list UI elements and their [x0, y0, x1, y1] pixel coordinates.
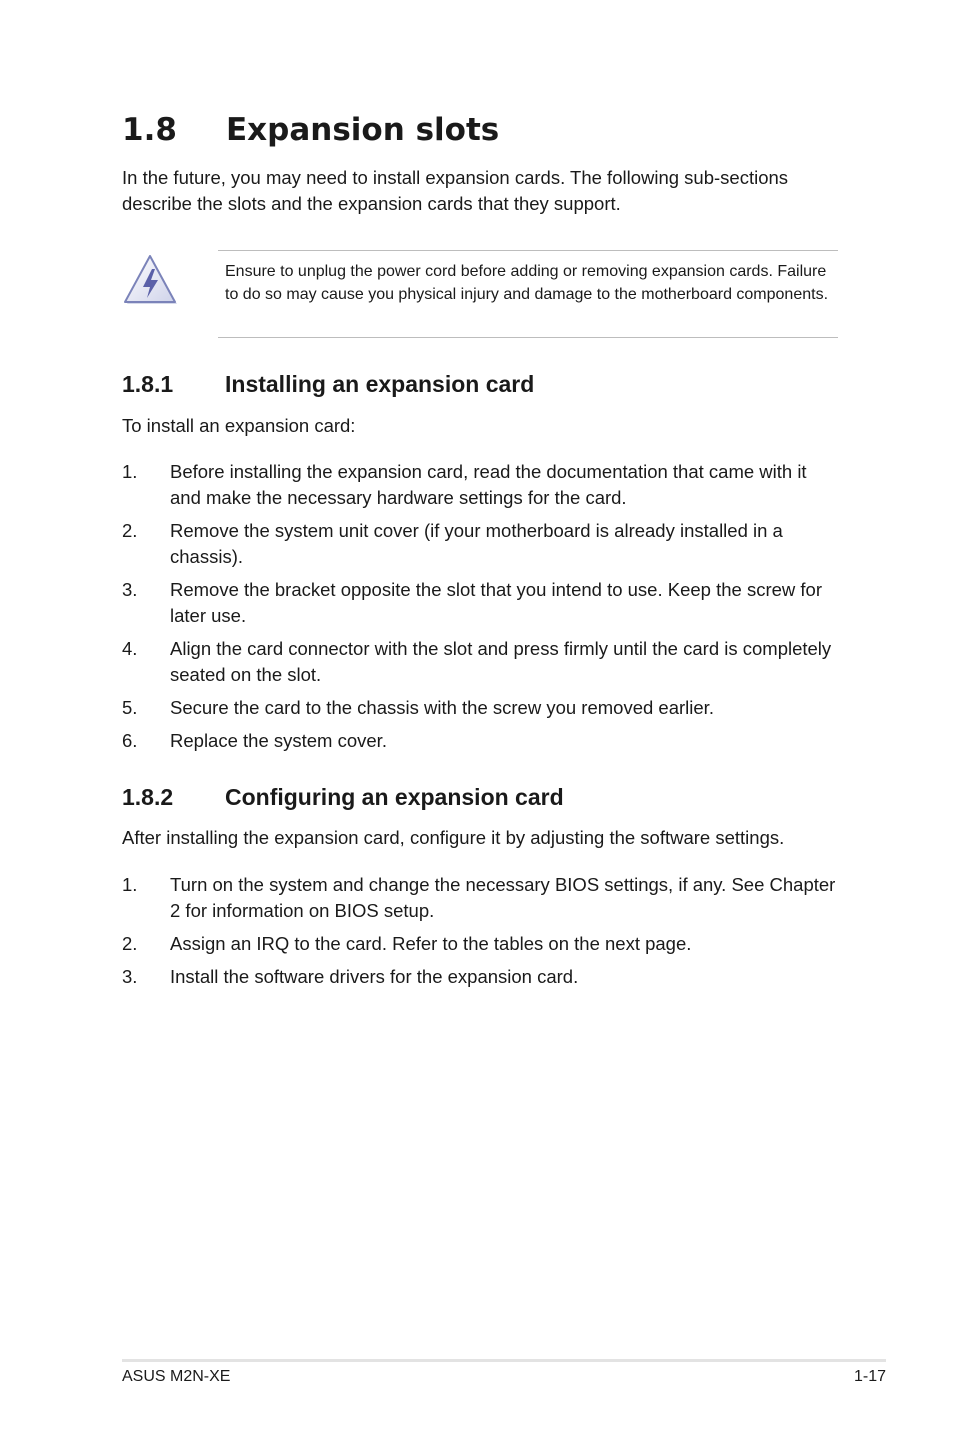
step-number: 2.	[122, 933, 138, 954]
section-title: Expansion slots	[226, 112, 500, 148]
subsection-number: 1.8.1	[122, 371, 174, 397]
subsection-lead: After installing the expansion card, configure it by adjusting the software settings.	[122, 827, 785, 848]
subsection-heading-2	[122, 784, 564, 811]
section-intro: In the future, you may need to install expansion cards. The following sub-sections describe the slots and the expansion cards that they support.	[122, 167, 789, 214]
section-number: 1.8	[122, 112, 177, 148]
subsection-title: Installing an expansion card	[225, 371, 535, 397]
subsection-heading-1	[122, 371, 534, 398]
list-item	[122, 518, 842, 570]
list-item	[122, 577, 842, 629]
install-steps-list	[122, 459, 842, 754]
subsection-title: Configuring an expansion card	[225, 784, 564, 810]
step-number: 3.	[122, 579, 138, 600]
warning-text: Ensure to unplug the power cord before adding or removing expansion cards. Failure to do so may cause you physical injury and damage to the motherboard components.	[225, 263, 829, 303]
step-number: 5.	[122, 697, 138, 718]
step-number: 1.	[122, 461, 138, 482]
step-text: Align the card connector with the slot and press firmly until the card is completely seated on the slot.	[170, 638, 832, 685]
step-text: Remove the bracket opposite the slot that you intend to use. Keep the screw for later use.	[170, 579, 822, 626]
step-text: Remove the system unit cover (if your motherboard is already installed in a chassis).	[170, 520, 783, 567]
list-item	[122, 931, 842, 957]
list-item	[122, 728, 842, 754]
list-item	[122, 964, 842, 990]
step-number: 6.	[122, 730, 138, 751]
step-number: 2.	[122, 520, 138, 541]
step-text: Before installing the expansion card, read the documentation that came with it and make the necessary hardware settings for the card.	[170, 461, 807, 508]
step-text: Assign an IRQ to the card. Refer to the tables on the next page.	[170, 933, 692, 954]
step-number: 1.	[122, 874, 138, 895]
configure-steps-list	[122, 872, 842, 990]
step-text: Turn on the system and change the necessary BIOS settings, if any. See Chapter 2 for information on BIOS setup.	[170, 874, 836, 921]
list-item	[122, 695, 842, 721]
subsection-number: 1.8.2	[122, 784, 174, 810]
step-text: Replace the system cover.	[170, 730, 387, 751]
warning-lightning-icon	[122, 252, 178, 308]
subsection-lead: To install an expansion card:	[122, 415, 356, 436]
step-number: 3.	[122, 966, 138, 987]
step-text: Install the software drivers for the expansion card.	[170, 966, 579, 987]
footer-product-name: ASUS M2N-XE	[122, 1368, 231, 1385]
step-text: Secure the card to the chassis with the screw you removed earlier.	[170, 697, 714, 718]
section-heading	[122, 112, 499, 148]
list-item	[122, 459, 842, 511]
footer-divider	[122, 1359, 886, 1362]
list-item	[122, 872, 842, 924]
step-number: 4.	[122, 638, 138, 659]
footer-page-number: 1-17	[853, 1368, 886, 1385]
list-item	[122, 636, 842, 688]
warning-note	[218, 250, 838, 338]
